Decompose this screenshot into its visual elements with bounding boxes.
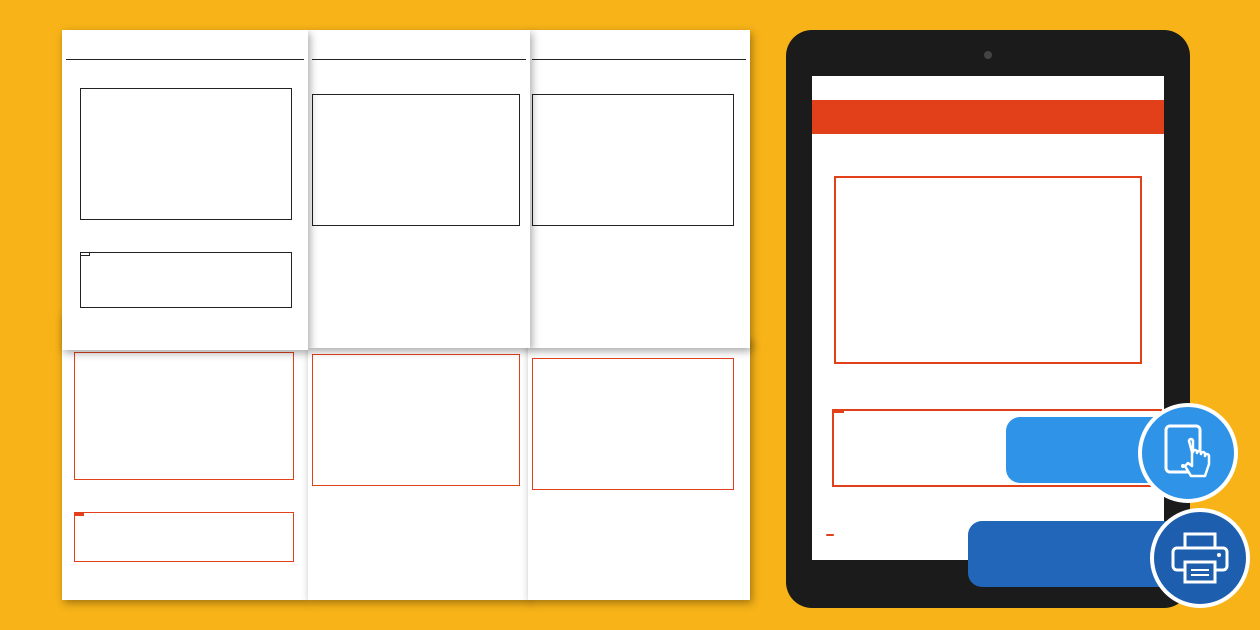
printer-icon xyxy=(1150,508,1250,608)
leaf-border xyxy=(316,244,522,284)
leaf-border xyxy=(536,244,742,284)
worksheet-red-3 xyxy=(528,338,750,600)
leaf-border xyxy=(316,503,522,543)
unscramble-box xyxy=(80,88,292,220)
tablet-touch-icon xyxy=(1138,403,1238,503)
worksheet-bw-2 xyxy=(308,30,530,348)
sheet-footer xyxy=(318,588,328,594)
worksheet-bw-3 xyxy=(528,30,750,348)
sheet-footer xyxy=(318,336,328,342)
word-bank xyxy=(74,512,294,562)
sheet-footer xyxy=(826,531,840,538)
camera-icon xyxy=(984,51,992,59)
twinkl-logo xyxy=(826,534,834,536)
word-bank xyxy=(80,252,292,308)
unscramble-box xyxy=(74,352,294,480)
unscramble-box xyxy=(312,354,520,486)
tablet-screen xyxy=(812,76,1164,560)
word-bank-title xyxy=(80,252,90,256)
page-title xyxy=(812,100,1164,134)
unscramble-box xyxy=(312,94,520,226)
word-bank-title xyxy=(74,512,84,516)
sheet-footer xyxy=(72,588,82,594)
sheet-footer xyxy=(538,588,548,594)
leaf-border xyxy=(536,503,742,543)
page-title xyxy=(66,36,304,60)
word-bank-title xyxy=(832,409,844,413)
page-title xyxy=(532,36,746,60)
unscramble-box xyxy=(834,176,1142,364)
worksheet-red-2 xyxy=(308,338,530,600)
page-title xyxy=(312,36,526,60)
worksheet-red-1 xyxy=(62,312,308,600)
unscramble-box xyxy=(532,358,734,490)
sheet-footer xyxy=(538,336,548,342)
worksheet-bw-1 xyxy=(62,30,308,350)
unscramble-box xyxy=(532,94,734,226)
sheet-footer xyxy=(72,338,82,344)
